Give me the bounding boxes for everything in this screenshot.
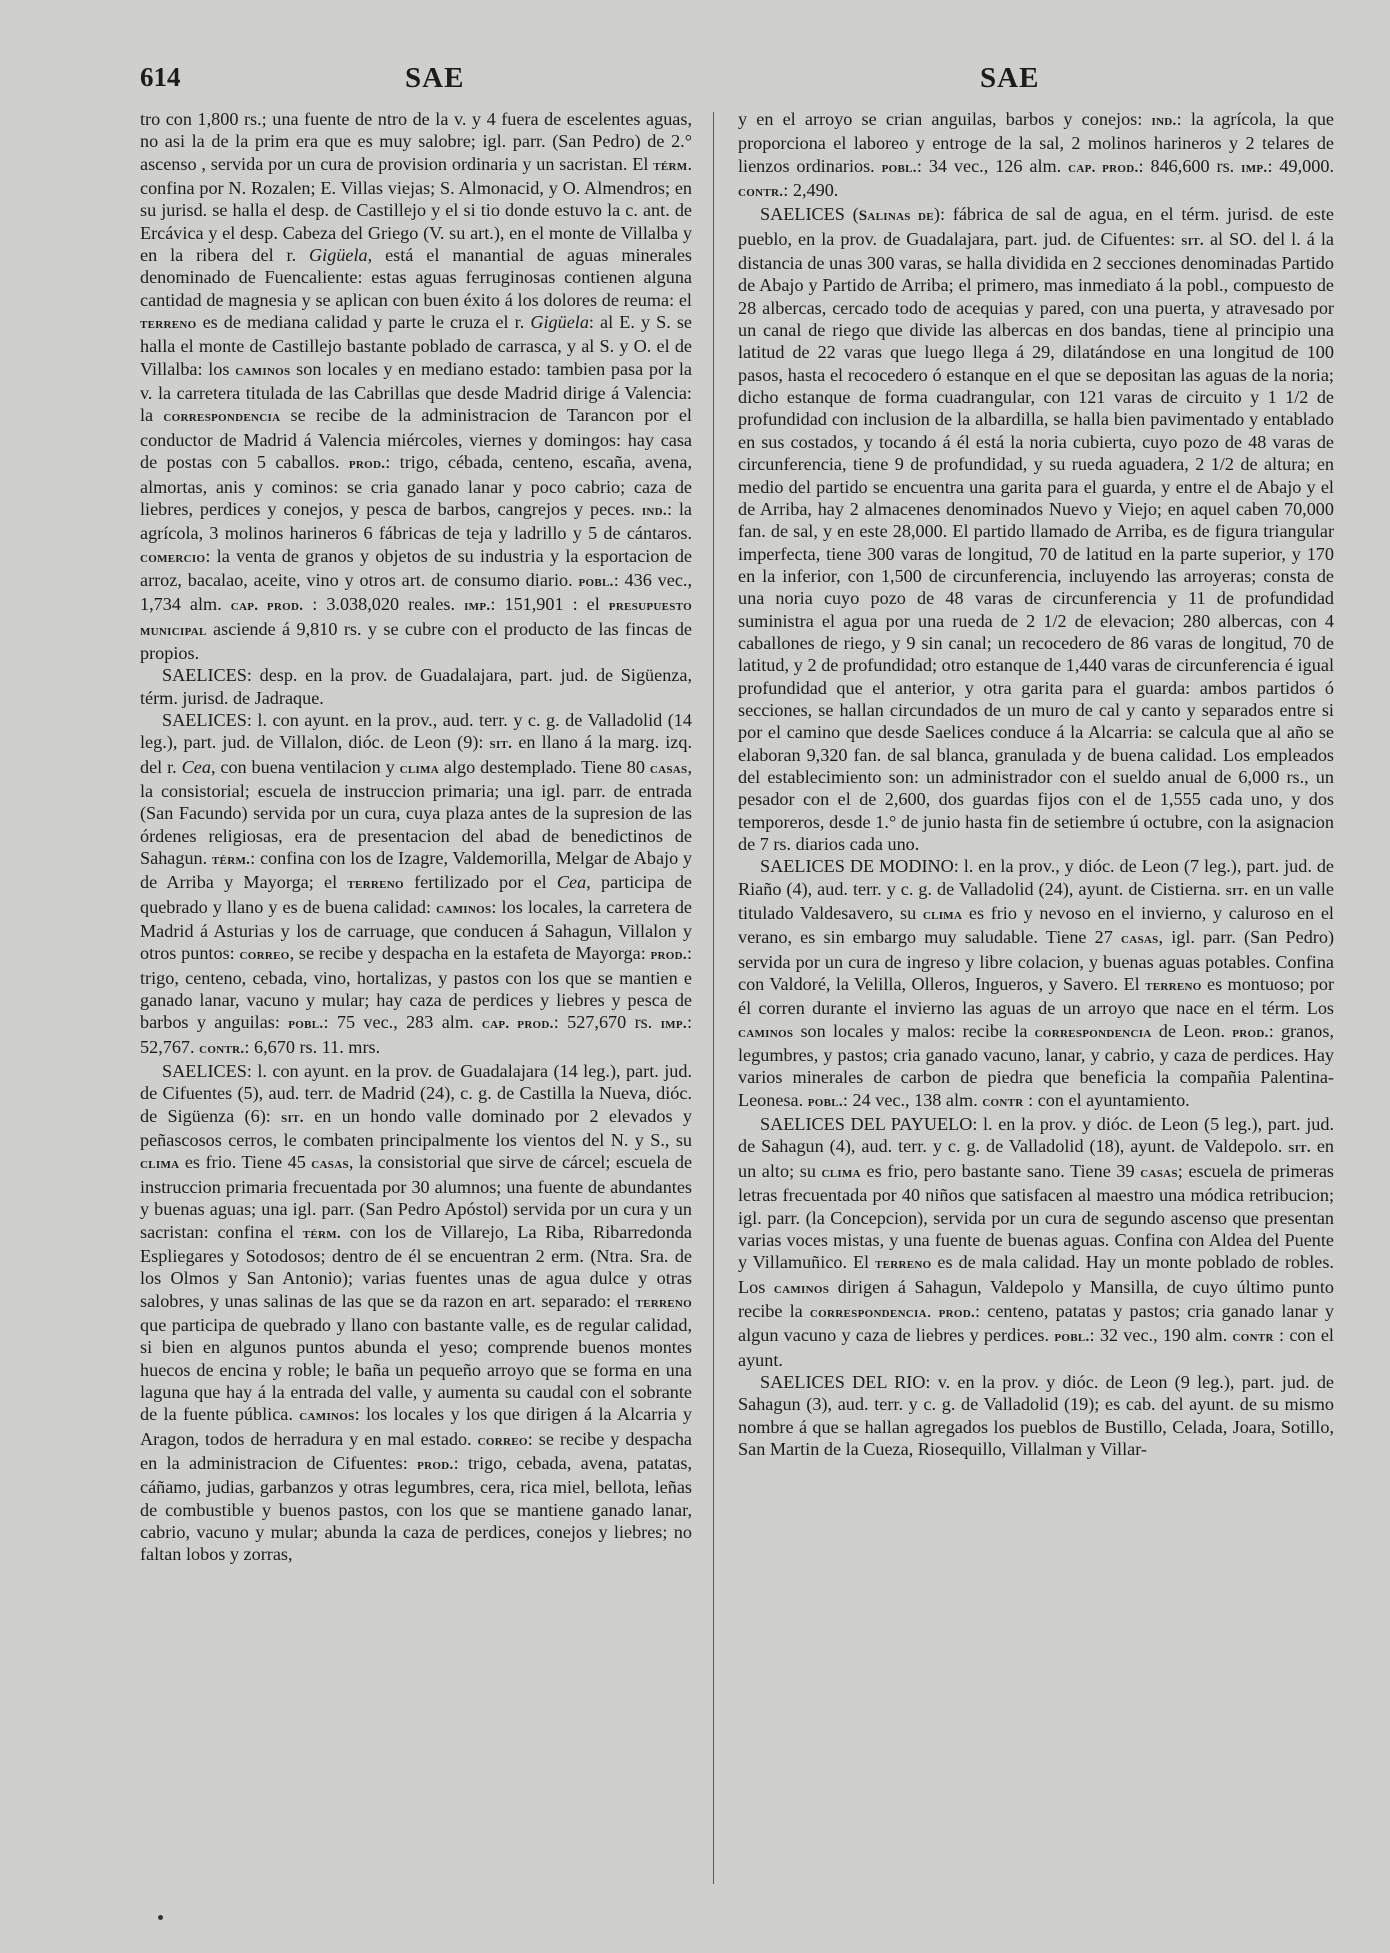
right-column-paragraph: SAELICES DEL PAYUELO: l. en la prov. y dióc. de Leon (5 leg.), part. jud. de Sahagun (4), aud. terr. y c. g. de Valladolid (18), ayunt. de Valdepolo. sit. en un alto; su clima es frio, pero bastante sano. Tiene 39 casas; escuela de primeras letras frecuentada por 40 niños que satisfacen al maestro una módica retribucion; igl. parr. (la Concepcion), servida por un cura de segundo ascenso que presentan varias voces mistas, y una fuente de buenas aguas. Confina con Aldea del Puente y Villamuñico. El terreno es de mala calidad. Hay un monte poblado de robles. Los caminos dirigen á Sahagun, Valdepolo y Mansilla, de cuyo último punto recibe la correspondencia. prod.: centeno, patatas y pastos; cria ganado lanar y algun vacuno y caza de liebres y perdices. pobl.: 32 vec., 190 alm. contr : con el ayunt. — [738, 1114, 1334, 1370]
right-column-paragraph: SAELICES DEL RIO: v. en la prov. y dióc. de Leon (9 leg.), part. jud. de Sahagun (3), aud. terr. y c. g. de Valladolid (19); es cab. del ayunt. de su mismo nombre á que se hallan agregados los pueblos de Bustillo, Celada, Joara, Sotillo, San Martin de la Cueza, Riosequillo, Villalman y Villar- — [738, 1371, 1334, 1459]
page-number: 614 — [140, 62, 181, 92]
left-column-paragraph: SAELICES: desp. en la prov. de Guadalajara, part. jud. de Sigüenza, térm. jurisd. de Jadraque. — [140, 665, 692, 708]
left-column-paragraph: SAELICES: l. con ayunt. en la prov., aud. terr. y c. g. de Valladolid (14 leg.), part. jud. de Villalon, dióc. de Leon (9): sit. en llano á la marg. izq. del r. Cea, con buena ventilacion y clima algo destemplado. Tiene 80 casas, la consistorial; escuela de instruccion primaria; una igl. parr. de entrada (San Facundo) servida por un cura, cuya plaza antes de la supresion de las órdenes religiosas, era de presentacion del abad de benedictinos de Sahagun. térm.: confina con los de Izagre, Valdemorilla, Melgar de Abajo y de Arriba y Mayorga; el terreno fertilizado por el Cea, participa de quebrado y llano y es de buena calidad: caminos: los locales, la carretera de Madrid á Asturias y los de carruage, que conducen á Sahagun, Villalon y otros puntos: correo, se recibe y despacha en la estafeta de Mayorga: prod.: trigo, centeno, cebada, vino, hortalizas, y pastos con los que se mantien e ganado lanar, vacuno y mular; hay caza de perdices y liebres y pesca de barbos y anguilas: pobl.: 75 vec., 283 alm. cap. prod.: 527,670 rs. imp.: 52,767. contr.: 6,670 rs. 11. mrs. — [140, 709, 692, 1057]
right-column — [738, 108, 1334, 1928]
page-header — [140, 62, 1320, 112]
left-column-paragraph: tro con 1,800 rs.; una fuente de ntro de la v. y 4 fuera de escelentes aguas, no asi la de la prim era que es muy salobre; igl. parr. (San Pedro) de 2.° ascenso , servida por un cura de provision ordinaria y un sacristan. El térm. confina por N. Rozalen; E. Villas viejas; S. Almonacid, y O. Almendros; en su jurisd. se halla el desp. de Castillejo y el si tio donde estuvo la c. ant. de Ercávica y el desp. Cabeza del Griego (V. su art.), en el monte de Villalba y en la ribera del r. Gigüela, está el manantial de aguas minerales denominado de Fuencaliente: estas aguas ferruginosas contienen alguna cantidad de magnesia y se aplican con buen éxito á los dolores de reuma: el terreno es de mediana calidad y parte le cruza el r. Gigüela: al E. y S. se halla el monte de Castillejo bastante poblado de carrasca, y al S. y O. el de Villalba: los caminos son locales y en mediano estado: tambien pasa por la v. la carretera titulada de las Cabrillas que desde Madrid dirige á Valencia: la correspondencia se recibe de la administracion de Tarancon por el conductor de Madrid á Valencia miércoles, viernes y domingos: hay casa de postas con 5 caballos. prod.: trigo, cébada, centeno, escaña, avena, almortas, anis y cominos: se cria ganado lanar y poco cabrio; caza de liebres, perdices y conejos, y pesca de barbos, cangrejos y peces. ind.: la agrícola, 3 molinos harineros 6 fábricas de teja y ladrillo y 5 de cántaros. comercio: la venta de granos y objetos de su industria y la esportacion de arroz, bacalao, aceite, vino y otros art. de consumo diario. pobl.: 436 vec., 1,734 alm. cap. prod. : 3.038,020 reales. imp.: 151,901 : el presupuesto municipal asciende á 9,810 rs. y se cubre con el producto de las fincas de propios. — [140, 109, 692, 663]
right-column-paragraph: y en el arroyo se crian anguilas, barbos y conejos: ind.: la agrícola, la que proporciona el laboreo y entroge de la sal, 2 molinos harineros y 2 telares de lienzos ordinarios. pobl.: 34 vec., 126 alm. cap. prod.: 846,600 rs. imp.: 49,000. contr.: 2,490. — [738, 109, 1334, 201]
right-running-head: SAE — [980, 62, 1040, 94]
left-column-paragraph: SAELICES: l. con ayunt. en la prov. de Guadalajara (14 leg.), part. jud. de Cifuentes (5), aud. terr. de Madrid (24), c. g. de Castilla la Nueva, dióc. de Sigüenza (6): sit. en un hondo valle dominado por 2 elevados y peñascosos cerros, le combaten principalmente los vientos del N. y S., su clima es frio. Tiene 45 casas, la consistorial que sirve de cárcel; escuela de instruccion primaria frecuentada por 30 alumnos; una fuente de abundantes y buenas aguas; una igl. parr. (San Pedro Apóstol) servida por un cura y un sacristan: confina el térm. con los de Villarejo, La Riba, Ribarredonda Espliegares y Sotodosos; dentro de él se encuentran 2 erm. (Ntra. Sra. de los Olmos y San Antonio); varias fuentes unas de agua dulce y otras salobres, y unas salinas de las que se da razon en art. separado: el terreno que participa de quebrado y llano con bastante valle, es de regular calidad, si bien en algunos puntos abunda el yeso; comprende buenos montes huecos de encina y roble; le baña un pequeño arroyo que se forma en una laguna que hay á la entrada del valle, y aumenta su caudal con el sobrante de la fuente pública. caminos: los locales y los que dirigen á la Alcarria y Aragon, todos de herradura y en mal estado. correo: se recibe y despacha en la administracion de Cifuentes: prod.: trigo, cebada, avena, patatas, cáñamo, judias, garbanzos y otras legumbres, cera, rica miel, bellota, leñas de combustible y buenos pastos, con los que se mantiene ganado lanar, cabrio, vacuno y mular; abunda la caza de perdices, conejos y liebres; no faltan lobos y zorras, — [140, 1061, 692, 1565]
left-column — [140, 108, 692, 1928]
print-speck — [158, 1915, 163, 1920]
column-divider — [713, 112, 714, 1884]
left-running-head: SAE — [405, 62, 465, 94]
right-column-paragraph: SAELICES DE MODINO: l. en la prov., y dióc. de Leon (7 leg.), part. jud. de Riaño (4), aud. terr. y c. g. de Valladolid (24), ayunt. de Cistierna. sit. en un valle titulado Valdesavero, su clima es frio y nevoso en el invierno, y caluroso en el verano, es sin embargo muy saludable. Tiene 27 casas, igl. parr. (San Pedro) servida por un cura de ingreso y libre colacion, y buenas aguas potables. Confina con Valdoré, la Velilla, Olleros, Ingueros, y Savero. El terreno es montuoso; por él corren durante el invierno las aguas de un arroyo que nace en el térm. Los caminos son locales y malos: recibe la correspondencia de Leon. prod.: granos, legumbres, y pastos; cria ganado vacuno, lanar, y cabrio, y caza de perdices. Hay varios minerales de carbon de piedra que beneficia la compañia Palentina-Leonesa. pobl.: 24 vec., 138 alm. contr : con el ayuntamiento. — [738, 856, 1334, 1110]
right-column-paragraph: SAELICES (Salinas de): fábrica de sal de agua, en el térm. jurisd. de este pueblo, en la prov. de Guadalajara, part. jud. de Cifuentes: sit. al SO. del l. á la distancia de unas 300 varas, se halla dividida en 2 secciones denominadas Partido de Abajo y Partido de Arriba; el primero, mas inmediato á la pobl., compuesto de 28 albercas, cercado todo de acequias y pared, con una puerta, y atravesado por un canal de riego que divide las albercas en dos bandas, tiene al principio una latitud de 22 varas que luego llega á 29, dilatándose en una longitud de 100 pasos, hasta el recocedero ó estanque en el que se depositan las aguas de la noria; dicho estanque de forma cuadrangular, con 121 varas de circuito y 1 1/2 de profundidad con inclusion de la albardilla, se halla bien pavimentado y entablado en sus costados, y tocando á él está la noria cubierta, cuyo pozo de 48 varas de circunferencia, tiene 9 de profundidad, y su rueda aguadera, 2 1/2 de altura; en medio del partido se encuentra una garita para el guarda, y entre el de Abajo y el de Arriba, hay 2 almacenes denominados Nuevo y Viejo; en aquel caben 70,000 fan. de sal, y en este 28,000. El partido llamado de Arriba, es de figura triangular imperfecta, tiene 300 varas de longitud, 70 de latitud en la parte superior, y 170 en la inferior, con 1,500 de circunferencia, incluyendo las arroyeras; consta de una noria cuyo pozo de 48 varas de circunferencia y 11 de profundidad suministra el agua por una rueda de 2 1/2 de elevacion; 280 albercas, con 4 caballones de riego, y 9 sin canal; un recocedero de 86 varas de longitud, 70 de latitud, y 2 de profundidad; otro estanque de 1,440 varas de circunferencia é igual profundidad que el anterior, y otra garita para el guarda: ambos partidos ó secciones, se hallan circundados de un muro de cal y canto y separados entre si por el camino que desde Saelices conduce á la Alcarria: se calcula que al año se elaboran 9,320 fan. de sal blanca, granulada y de buena calidad. Los empleados del establecimiento son: un administrador con el sueldo anual de 6,000 rs., un pesador con el de 2,600, dos guardas fijos con el de 1,555 cada uno, y dos temporeros, desde 1.° de junio hasta fin de setiembre ú octubre, con la asignacion de 7 rs. diarios cada uno. — [738, 204, 1334, 854]
